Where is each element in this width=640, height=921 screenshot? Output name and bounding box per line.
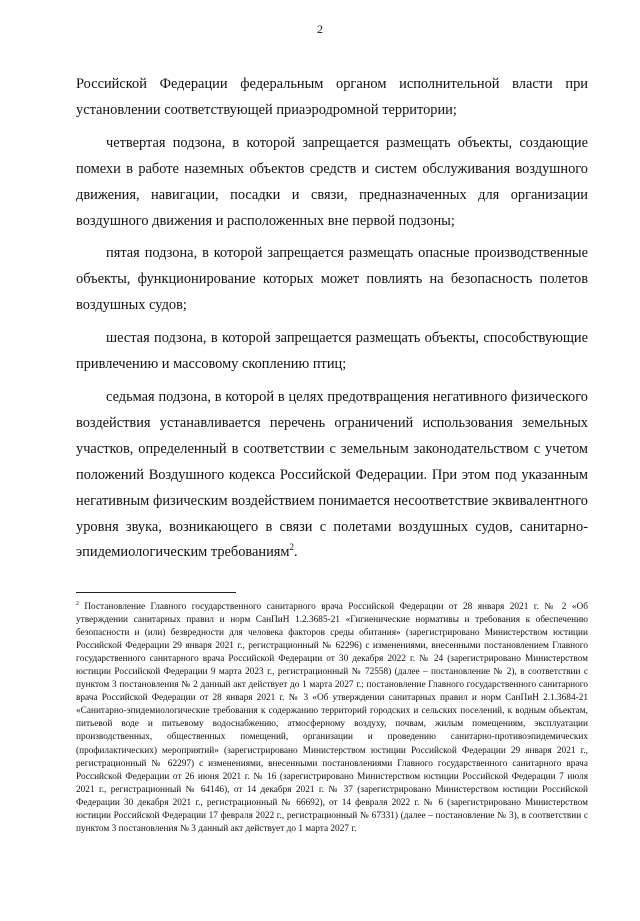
paragraph-1: Российской Федерации федеральным органом исполнительной власти при установлении соответствующей приаэродромной территории; [76, 76, 588, 118]
page-number: 2 [317, 22, 323, 36]
footnote-text: Постановление Главного государственного санитарного врача Российской Федерации от 28 января 2021 г. № 2 «Об утверждении санитарных правил и норм СанПиН 1.2.3685-21 «Гигиенические нормативы и требования к обеспечению безопасности и (или) безвредности для человека факторов среды обитания» (зарегистрировано Министерством юстиции Российской Федерации 29 января 2021 г., регистрационный № 62296) с изменениями, внесенными постановлением Главного государственного санитарного врача Российской Федерации от 30 декабря 2022 г. № 24 (зарегистрировано Министерством юстиции Российской Федерации 9 марта 2023 г., регистрационный № 72558) (далее – постановление № 2), в соответствии с пунктом 3 постановления № 2 данный акт действует до 1 марта 2027 г.; постановление Главного государственного санитарного врача Российской Федерации от 28 января 2021 г. № 3 «Об утверждении санитарных правил и норм СанПиН 2.1.3684-21 «Санитарно-эпидемиологические требования к содержанию территорий городских и сельских поселений, к водным объектам, питьевой воде и питьевому водоснабжению, атмосферному воздуху, почвам, жилым помещениям, эксплуатации производственных, общественных помещений, организации и проведению санитарно-противоэпидемических (профилактических) мероприятий» (зарегистрировано Министерством юстиции Российской Федерации 29 января 2021 г., регистрационный № 62297) с изменениями, внесенными постановлениями Главного государственного санитарного врача Российской Федерации от 26 июня 2021 г. № 16 (зарегистрировано Министерством юстиции Российской Федерации 7 июля 2021 г., регистрационный № 64146), от 14 декабря 2021 г. № 37 (зарегистрировано Министерством юстиции Российской Федерации 30 декабря 2021 г., регистрационный № 66692), от 14 февраля 2022 г. № 6 (зарегистрировано Министерством юстиции Российской Федерации 17 февраля 2022 г., регистрационный № 67331) (далее – постановление № 3), в соответствии с пунктом 3 постановления № 3 данный акт действует до 1 марта 2027 г. [76, 602, 589, 834]
main-text [76, 72, 588, 566]
footnote-marker: 2 [76, 600, 79, 607]
paragraph-5: седьмая подзона, в которой в целях предотвращения негативного физического воздействия устанавливается перечень ограничений использования земельных участков, определенный в соответствии с земельным законодательством с учетом положений Воздушного кодекса Российской Федерации. При этом под указанным негативным физическим воздействием понимается несоответствие эквивалентного уровня звука, возникающего в связи с полетами воздушных судов, санитарно-эпидемиологическим требованиям$^2$. [76, 388, 588, 561]
footnote-divider [76, 592, 236, 593]
footnote-reference: 2 [289, 542, 294, 553]
paragraph-2: четвертая подзона, в которой запрещается размещать объекты, создающие помехи в работе наземных объектов средств и систем обслуживания воздушного движения, навигации, посадки и связи, предназначенных для организации воздушного движения и расположенных вне первой подзоны; [76, 134, 588, 229]
footnote [76, 601, 588, 836]
paragraph-3: пятая подзона, в которой запрещается размещать опасные производственные объекты, функционирование которых может повлиять на безопасность полетов воздушных судов; [76, 245, 588, 314]
paragraph-5-text: седьмая подзона, в которой в целях предотвращения негативного физического воздействия устанавливается перечень ограничений использования земельных участков, определенный в соответствии с земельным законодательством с учетом положений Воздушного кодекса Российской Федерации. При этом под указанным негативным физическим воздействием понимается несоответствие эквивалентного уровня звука, возникающего в связи с полетами воздушных судов, санитарно-эпидемиологическим требованиям [76, 388, 588, 561]
paragraph-4: шестая подзона, в которой запрещается размещать объекты, способствующие привлечению и массовому скоплению птиц; [76, 330, 588, 373]
